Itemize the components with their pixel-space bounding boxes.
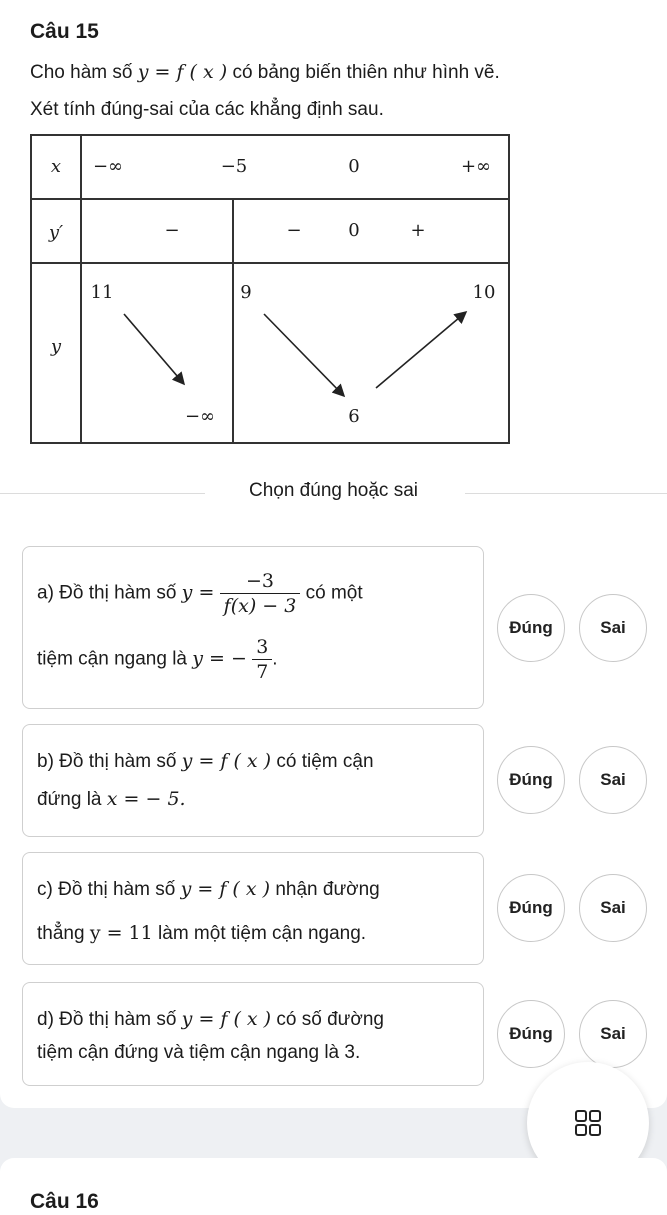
statement-a-line1: a) Đồ thị hàm số y = $\frac{-3}{f(x) - 3}$ có một bbox=[37, 570, 363, 617]
statement-b-true-button[interactable]: Đúng bbox=[497, 746, 565, 814]
statement-b-line1: b) Đồ thị hàm số y = f ( x ) có tiệm cận bbox=[37, 750, 374, 772]
row-label-yprime: y′ bbox=[48, 222, 64, 243]
variation-table bbox=[30, 134, 510, 444]
statement-a-true-button[interactable]: Đúng bbox=[497, 594, 565, 662]
y-value-6: 6 bbox=[348, 406, 360, 427]
yprime-sign-3: + bbox=[410, 220, 426, 241]
arrow-increasing bbox=[376, 312, 466, 388]
fraction-a2: $\frac{3}{7}$ bbox=[252, 635, 272, 684]
x-value-0: 0 bbox=[348, 156, 360, 177]
row-label-x: x bbox=[50, 156, 62, 177]
statement-a-false-button[interactable]: Sai bbox=[579, 594, 647, 662]
row-label-y: y bbox=[50, 336, 62, 357]
y-value-11: 11 bbox=[90, 282, 114, 303]
statement-b bbox=[22, 724, 484, 837]
grid-icon bbox=[575, 1110, 601, 1136]
y-value-neg-inf: −∞ bbox=[184, 406, 216, 427]
question-prompt-line1: Cho hàm số y = f ( x ) có bảng biến thiên như hình vẽ. bbox=[30, 61, 500, 83]
statement-c-true-button[interactable]: Đúng bbox=[497, 874, 565, 942]
statement-b-line2: đứng là x = − 5. bbox=[37, 788, 186, 810]
variation-arrows bbox=[32, 136, 508, 442]
statement-a-line2: tiệm cận ngang là y = − $\frac{3}{7}$ . bbox=[37, 636, 278, 683]
question-prompt-line2: Xét tính đúng-sai của các khẳng định sau. bbox=[30, 99, 384, 120]
section-heading: Chọn đúng hoặc sai bbox=[248, 480, 418, 501]
statement-c bbox=[22, 852, 484, 965]
y-value-10: 10 bbox=[472, 282, 496, 303]
statement-d-line1: d) Đồ thị hàm số y = f ( x ) có số đường bbox=[37, 1008, 384, 1030]
statement-c-line2: thẳng y = 11 làm một tiệm cận ngang. bbox=[37, 922, 367, 944]
next-question-card bbox=[0, 1158, 667, 1215]
statement-c-false-button[interactable]: Sai bbox=[579, 874, 647, 942]
next-question-title: Câu 16 bbox=[30, 1190, 99, 1213]
arrow-decreasing-1 bbox=[124, 314, 184, 384]
fraction-a: $\frac{-3}{f(x) - 3}$ bbox=[220, 569, 301, 618]
statement-d bbox=[22, 982, 484, 1086]
statement-b-false-button[interactable]: Sai bbox=[579, 746, 647, 814]
statement-d-true-button[interactable]: Đúng bbox=[497, 1000, 565, 1068]
statement-d-false-button[interactable]: Sai bbox=[579, 1000, 647, 1068]
statement-a bbox=[22, 546, 484, 709]
y-value-9: 9 bbox=[240, 282, 252, 303]
x-value-neg-inf: −∞ bbox=[92, 156, 124, 177]
yprime-sign-1: − bbox=[164, 220, 180, 241]
x-value-pos-inf: +∞ bbox=[460, 156, 492, 177]
yprime-sign-2: − bbox=[286, 220, 302, 241]
arrow-decreasing-2 bbox=[264, 314, 344, 396]
statement-d-line2: tiệm cận đứng và tiệm cận ngang là 3. bbox=[37, 1042, 361, 1063]
x-value-minus-5: −5 bbox=[220, 156, 248, 177]
question-title: Câu 15 bbox=[30, 20, 99, 43]
yprime-zero: 0 bbox=[348, 220, 360, 241]
statement-c-line1: c) Đồ thị hàm số y = f ( x ) nhận đường bbox=[37, 878, 380, 900]
